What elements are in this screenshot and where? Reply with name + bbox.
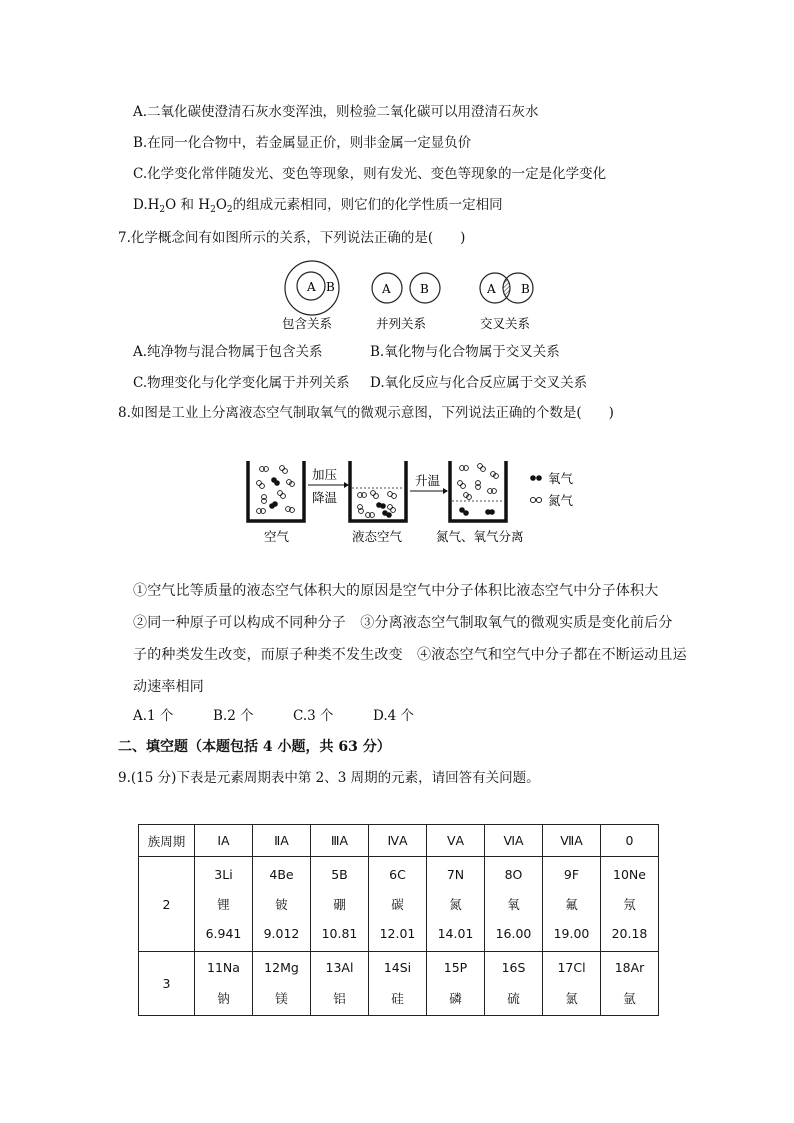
venn-label-b: B: [521, 282, 530, 296]
arrow-compress-top-label: 加压: [312, 467, 338, 482]
element-name: 镁: [275, 990, 288, 1006]
element-name: 碳: [391, 896, 404, 912]
table-row-period-3: [139, 952, 659, 1016]
group-header: ⅦA: [543, 825, 601, 857]
element-name: 磷: [449, 990, 462, 1006]
q8-option-b: B.2 个: [213, 708, 254, 724]
group-header: ⅣA: [369, 825, 427, 857]
element-name: 锂: [217, 896, 230, 912]
atomic-number-symbol: 15P: [443, 960, 468, 976]
atomic-number-symbol: 4Be: [269, 866, 294, 882]
period-label: 2: [139, 857, 195, 952]
q8-statement-1: ①空气比等质量的液态空气体积大的原因是空气中分子体积比液态空气中分子体积大: [133, 583, 659, 599]
q6-d-text: D.H: [133, 197, 160, 213]
venn-label-a: A: [307, 280, 316, 294]
element-cell: [369, 952, 427, 1016]
q6-option-c: C.化学变化常伴随发光、变色等现象，则有发光、变色等现象的一定是化学变化: [133, 166, 607, 182]
table-header-row: [139, 825, 659, 857]
element-cell: [253, 952, 311, 1016]
element-name: 氩: [623, 990, 636, 1006]
element-name: 硼: [333, 896, 346, 912]
atomic-number-symbol: 5B: [331, 866, 348, 882]
element-cell: [369, 857, 427, 952]
element-name: 硅: [391, 990, 404, 1006]
venn-caption-parallel: 并列关系: [376, 316, 427, 331]
q7-option-a: A.纯净物与混合物属于包含关系: [133, 344, 323, 360]
element-cell: [543, 857, 601, 952]
legend-oxygen-label: 氧气: [548, 471, 574, 486]
caption-air: 空气: [264, 529, 290, 544]
element-cell: [601, 952, 659, 1016]
atomic-number-symbol: 14Si: [383, 960, 412, 976]
atomic-mass: 16.00: [495, 926, 532, 942]
q8-statement-2: ②同一种原子可以构成不同种分子 ③分离液态空气制取氧气的微观实质是变化前后分: [133, 615, 673, 631]
element-name: 氖: [623, 896, 636, 912]
atomic-number-symbol: 7N: [446, 866, 465, 882]
q7-option-c: C.物理变化与化学变化属于并列关系: [133, 375, 350, 391]
venn-caption-include: 包含关系: [282, 316, 333, 331]
atomic-mass: 12.01: [379, 926, 416, 942]
element-cell: [311, 952, 369, 1016]
nitrogen-molecules-gas: [458, 464, 499, 500]
group-header: ⅠA: [195, 825, 253, 857]
atomic-mass: 10.81: [321, 926, 358, 942]
atomic-number-symbol: 10Ne: [613, 866, 646, 882]
q8-stem: 8.如图是工业上分离液态空气制取氧气的微观示意图，下列说法正确的个数是( ): [118, 405, 614, 421]
atomic-number-symbol: 18Ar: [614, 960, 645, 976]
atomic-number-symbol: 8O: [504, 866, 523, 882]
caption-liquid-air: 液态空气: [352, 529, 403, 544]
element-cell: [485, 952, 543, 1016]
q8-statement-4: 动速率相同: [133, 679, 204, 695]
venn-label-b: B: [420, 282, 429, 296]
q7-option-b: B.氧化物与化合物属于交叉关系: [370, 344, 560, 360]
venn-label-a: A: [487, 282, 496, 296]
element-name: 氮: [449, 896, 462, 912]
q7-venn-diagram: [270, 258, 560, 336]
group-header: ⅤA: [427, 825, 485, 857]
q6-d-sub: 2: [210, 205, 216, 215]
atomic-number-symbol: 9F: [563, 866, 580, 882]
element-name: 钠: [217, 990, 230, 1006]
element-cell: [485, 857, 543, 952]
atomic-number-symbol: 13Al: [325, 960, 354, 976]
venn-label-b: B: [326, 280, 335, 294]
group-header: 0: [601, 825, 659, 857]
atomic-number-symbol: 6C: [389, 866, 406, 882]
element-name: 铝: [333, 990, 346, 1006]
oxygen-molecules-liquid-separated: [459, 507, 495, 516]
q6-d-sub: 2: [226, 205, 233, 215]
q8-air-separation-diagram: [240, 455, 580, 550]
table-row-period-2: [139, 857, 659, 952]
element-name: 氧: [507, 896, 520, 912]
element-cell: [427, 857, 485, 952]
period-label: 3: [139, 952, 195, 1016]
atomic-number-symbol: 17Cl: [557, 960, 586, 976]
q7-stem: 7.化学概念间有如图所示的关系，下列说法正确的是( ): [118, 230, 466, 246]
element-name: 氯: [565, 990, 578, 1006]
q6-d-text: O 和 H: [165, 197, 211, 213]
q6-d-sub: 2: [159, 205, 166, 215]
legend-nitrogen-label: 氮气: [548, 493, 574, 508]
q6-option-d: [133, 196, 503, 219]
q7-option-d: D.氧化反应与化合反应属于交叉关系: [370, 375, 588, 391]
atomic-mass: 20.18: [611, 926, 648, 942]
element-cell: [311, 857, 369, 952]
legend-oxygen: [530, 471, 573, 486]
element-cell: [253, 857, 311, 952]
element-cell: [601, 857, 659, 952]
group-header: ⅥA: [485, 825, 543, 857]
atomic-number-symbol: 16S: [501, 960, 526, 976]
beaker-separated: [450, 461, 506, 521]
venn-caption-cross: 交叉关系: [480, 316, 531, 331]
venn-label-a: A: [382, 282, 391, 296]
atomic-mass: 9.012: [263, 926, 300, 942]
element-name: 铍: [275, 896, 288, 912]
atomic-mass: 14.01: [437, 926, 474, 942]
group-header: ⅢA: [311, 825, 369, 857]
q6-d-text: O: [215, 197, 227, 213]
atomic-mass: 6.941: [205, 926, 242, 942]
table-corner: 族周期: [139, 825, 195, 857]
periodic-table: [138, 824, 659, 1016]
element-cell: [427, 952, 485, 1016]
arrow-compress-bottom-label: 降温: [312, 490, 338, 505]
q8-option-d: D.4 个: [373, 708, 415, 724]
atomic-number-symbol: 3Li: [214, 866, 233, 882]
atomic-mass: 19.00: [553, 926, 590, 942]
element-cell: [195, 857, 253, 952]
caption-separated: 氮气、氧气分离: [436, 529, 524, 544]
element-cell: [195, 952, 253, 1016]
q8-statement-3: 子的种类发生改变，而原子种类不发生改变 ④液态空气和空气中分子都在不断运动且运: [133, 647, 687, 663]
group-header: ⅡA: [253, 825, 311, 857]
element-name: 氟: [565, 896, 578, 912]
section-title-fill-in: 二、填空题（本题包括 4 小题，共 63 分）: [118, 739, 391, 755]
oxygen-molecules-air: [269, 477, 280, 509]
q8-option-c: C.3 个: [293, 708, 334, 724]
q9-stem: 9.(15 分)下表是元素周期表中第 2、3 周期的元素，请回答有关问题。: [118, 770, 540, 786]
q6-option-a: A.二氧化碳使澄清石灰水变浑浊，则检验二氧化碳可以用澄清石灰水: [133, 104, 539, 120]
atomic-number-symbol: 12Mg: [264, 960, 299, 976]
element-name: 硫: [507, 990, 520, 1006]
q6-d-text: 的组成元素相同，则它们的化学性质一定相同: [232, 197, 503, 213]
q8-option-a: A.1 个: [133, 708, 174, 724]
legend-nitrogen: [530, 493, 573, 508]
arrow-heat-label: 升温: [415, 473, 441, 488]
element-cell: [543, 952, 601, 1016]
q6-option-b: B.在同一化合物中，若金属显正价，则非金属一定显负价: [133, 135, 472, 151]
atomic-number-symbol: 11Na: [207, 960, 240, 976]
